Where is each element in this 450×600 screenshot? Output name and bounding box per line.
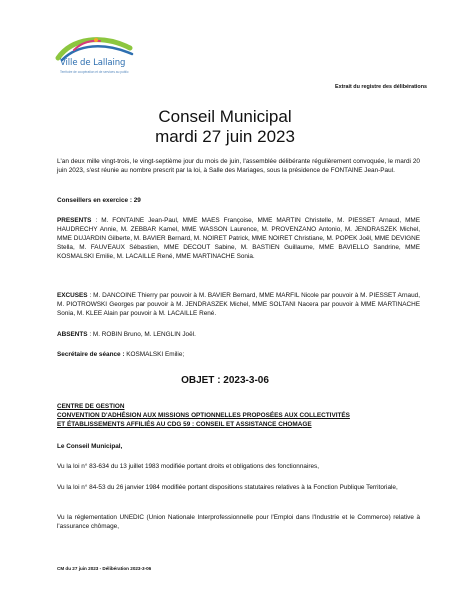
logo-tagline: Territoire de coopération et de services au public <box>60 70 129 74</box>
vu-paragraph-1: Vu la loi n° 83-634 du 13 juillet 1983 modifiée portant droits et obligations des fonctionnaires, <box>57 463 320 470</box>
presents-text: : M. FONTAINE Jean-Paul, MME MAES Françoise, MME MARTIN Christelle, M. PIESSET Arnaud, MME HAUDRECHY Annie, M. ZEBBAR Kamel, MME WASSON Laurence, M. PROVENZANO Antonio, M. JENDRASZEK Michel, MME DUJARDIN Gilberte, M. BAVIER Bernard, M. NOIRET Patrick, MME NOIRET Christiane, M. POPEK Joël, MME DEVIGNE Stella, M. FAUVEAUX Sébastien, MME DECOUT Sabine, M. BASTIEN Guillaume, MME BAVIELLO Sandrine, MME KOSMALSKI Emilie, M. LACAILLE René, MME MARTINACHE Sonia. <box>57 217 420 260</box>
convention-line-1: CONVENTION D'ADHÉSION AUX MISSIONS OPTIONNELLES PROPOSÉES AUX COLLECTIVITÉS <box>57 412 350 419</box>
excuses-paragraph <box>57 291 420 318</box>
logo-name: Ville de Lallaing <box>60 58 126 68</box>
absents-label: ABSENTS <box>57 331 88 338</box>
secretaire-paragraph <box>57 350 420 359</box>
objet-heading: OBJET : 2023-3-06 <box>181 375 269 386</box>
intro-paragraph: L'an deux mille vingt-trois, le vingt-septième jour du mois de juin, l'assemblée délibérante régulièrement convoquée, le mardi 20 juin 2023, s'est réunie au nombre prescrit par la loi, à Salle des Mariages, sous la présidence de FONTAINE Jean-Paul. <box>57 158 420 174</box>
conseillers-count: Conseillers en exercice : 29 <box>57 197 141 204</box>
secretaire-text: KOSMALSKI Emilie; <box>124 351 185 358</box>
city-logo <box>52 34 136 90</box>
secretaire-label: Secrétaire de séance : <box>57 351 125 358</box>
absents-text: : M. ROBIN Bruno, M. LENGLIN Joël. <box>87 331 196 338</box>
absents-paragraph <box>57 330 420 339</box>
page-date: mardi 27 juin 2023 <box>155 127 295 146</box>
vu-paragraph-3: Vu la réglementation UNEDIC (Union Nationale Interprofessionnelle pour l'Emploi dans l'Industrie et le Commerce) relative à l'assurance chômage, <box>57 514 420 530</box>
le-conseil: Le Conseil Municipal, <box>57 443 123 450</box>
centre-heading: CENTRE DE GESTION <box>57 403 125 410</box>
excuses-label: EXCUSES <box>57 292 88 299</box>
page-title: Conseil Municipal <box>158 107 292 126</box>
convention-line-2: ET ÉTABLISSEMENTS AFFILIÉS AU CDG 59 : CONSEIL ET ASSISTANCE CHOMAGE <box>57 421 312 428</box>
vu-paragraph-2: Vu la loi n° 84-53 du 26 janvier 1984 modifiée portant dispositions statutaires relatives à la Fonction Publique Territoriale, <box>57 484 398 491</box>
page-footer: CM du 27 juin 2023 - Délibération 2023-3-06 <box>57 566 152 571</box>
presents-paragraph <box>57 216 420 261</box>
excuses-text: : M. DANCOINE Thierry par pouvoir à M. BAVIER Bernard, MME MARFIL Nicole par pouvoir à M. PIESSET Arnaud, M. PIOTROWSKI Georges par pouvoir à M. JENDRASZEK Michel, MME SOLTANI Nacera par pouvoir à MME MARTINACHE Sonia, M. KLEE Alain par pouvoir à M. LACAILLE René. <box>57 292 420 317</box>
extract-label: Extrait du registre des délibérations <box>335 84 427 90</box>
presents-label: PRESENTS <box>57 217 92 224</box>
